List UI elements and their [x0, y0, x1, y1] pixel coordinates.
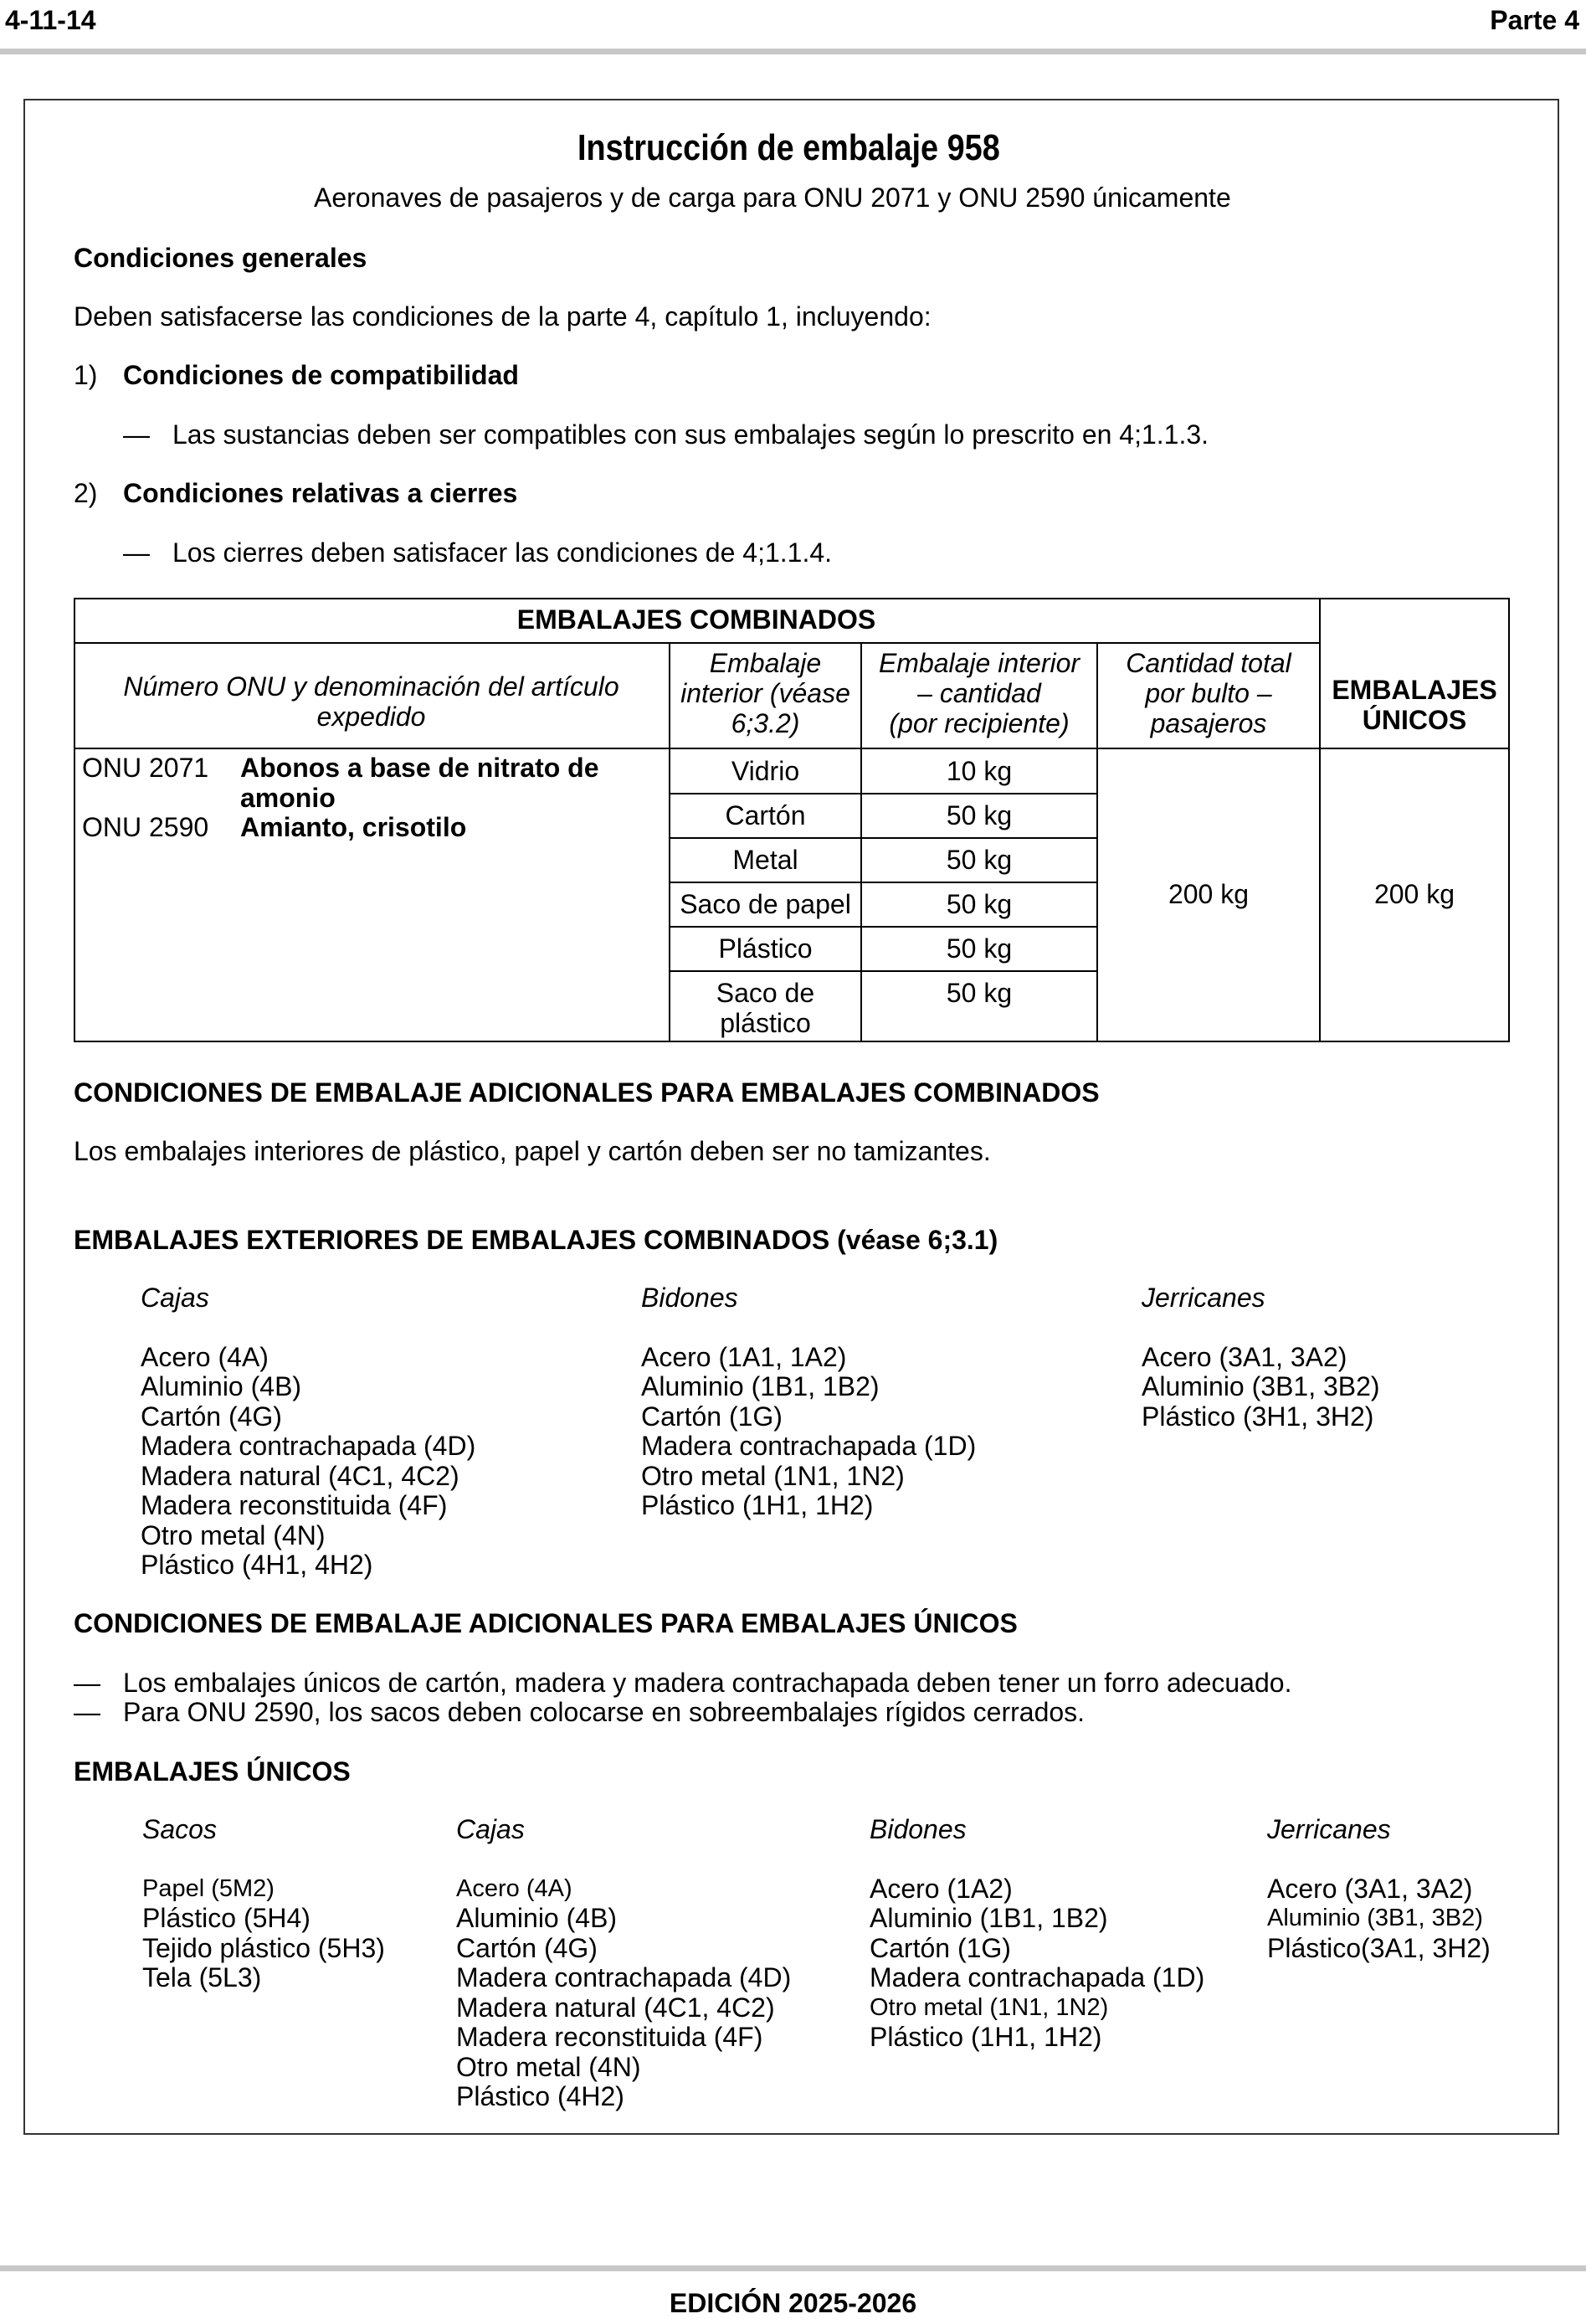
condition-dash: — [123, 419, 150, 450]
outer-heading: EMBALAJES EXTERIORES DE EMBALAJES COMBINADOS (véase 6;3.1) [74, 1225, 998, 1255]
list-item: Otro metal (4N) [456, 2051, 641, 2082]
condition-number: 1) [74, 360, 98, 390]
inner-packaging: Metal [732, 845, 798, 875]
list-item: Plástico (3H1, 3H2) [1142, 1401, 1374, 1432]
single-column-boxes [456, 1815, 791, 2112]
column-title: Jerricanes [1142, 1283, 1265, 1313]
list-item: Madera natural (4C1, 4C2) [456, 1992, 775, 2023]
un-name: Abonos a base de nitrato de amonio [240, 753, 599, 813]
condition-title: Condiciones relativas a cierres [123, 478, 518, 508]
list-item: Tejido plástico (5H3) [142, 1932, 385, 1963]
list-item: Madera reconstituida (4F) [141, 1490, 448, 1520]
list-item: Tela (5L3) [142, 1962, 262, 1992]
list-item: Madera natural (4C1, 4C2) [141, 1460, 459, 1491]
list-item: Plástico (4H1, 4H2) [141, 1550, 373, 1580]
inner-quantity: 50 kg [946, 800, 1013, 830]
list-item: Plástico (4H2) [456, 2081, 624, 2111]
column-title: Cajas [456, 1814, 525, 1844]
list-item: Acero (4A) [456, 1874, 572, 1902]
add-combined-text: Los embalajes interiores de plástico, papel y cartón deben ser no tamizantes. [74, 1136, 991, 1166]
list-item: Aluminio (3B1, 3B2) [1142, 1371, 1380, 1401]
add-single-text: Para ONU 2590, los sacos deben colocarse en sobreembalajes rígidos cerrados. [123, 1697, 1086, 1727]
un-number: ONU 2071 [82, 753, 209, 783]
list-item: Acero (4A) [141, 1341, 269, 1372]
inner-quantity: 50 kg [946, 845, 1013, 875]
part-label: Parte 4 [1490, 5, 1579, 35]
column-title: Bidones [870, 1814, 967, 1844]
list-item: Plástico(3A1, 3H2) [1267, 1932, 1491, 1963]
inner-packaging: Vidrio [731, 756, 800, 786]
total-quantity: 200 kg [1168, 879, 1250, 909]
col-header-total: Cantidad total por bulto – pasajeros [1126, 648, 1291, 738]
list-item: Madera contrachapada (4D) [141, 1431, 476, 1461]
list-item: Otro metal (1N1, 1N2) [641, 1460, 905, 1491]
single-column-jerricans [1267, 1815, 1491, 1963]
outer-column-drums [641, 1283, 976, 1521]
column-title: Jerricanes [1267, 1814, 1391, 1844]
list-item: Madera contrachapada (4D) [456, 1962, 792, 1992]
list-item: Madera contrachapada (1D) [641, 1431, 977, 1461]
col-header-single: EMBALAJES ÚNICOS [1332, 675, 1497, 735]
inner-quantity: 10 kg [946, 756, 1013, 786]
list-item: Plástico (1H1, 1H2) [870, 2022, 1102, 2052]
list-item: Cartón (1G) [870, 1932, 1011, 1963]
list-item: Cartón (1G) [641, 1401, 783, 1432]
inner-packaging: Cartón [725, 800, 806, 830]
general-heading: Condiciones generales [74, 243, 367, 273]
combined-header: EMBALAJES COMBINADOS [516, 604, 876, 635]
inner-packaging: Saco de papel [680, 889, 851, 919]
condition-text: Las sustancias deben ser compatibles con sus embalajes según lo prescrito en 4;1.1.3. [172, 419, 1209, 450]
list-item: Papel (5M2) [142, 1874, 275, 1902]
col-header-un: Número ONU y denominación del artículo expedido [123, 671, 619, 732]
list-item: Acero (1A2) [870, 1873, 1013, 1904]
general-intro: Deben satisfacerse las condiciones de la parte 4, capítulo 1, incluyendo: [74, 301, 932, 332]
single-column-drums [870, 1815, 1204, 2053]
list-item: Plástico (1H1, 1H2) [641, 1490, 874, 1520]
add-single-text: Los embalajes únicos de cartón, madera y madera contrachapada deben tener un forro adecuado. [123, 1668, 1292, 1698]
list-item: Aluminio (4B) [141, 1371, 302, 1401]
list-item: Cartón (4G) [141, 1401, 282, 1432]
list-item: Madera reconstituida (4F) [456, 2022, 763, 2052]
footer-rule [0, 2265, 1586, 2271]
add-single-heading: CONDICIONES DE EMBALAJE ADICIONALES PARA EMBALAJES ÚNICOS [74, 1608, 1018, 1638]
list-item: Acero (3A1, 3A2) [1142, 1341, 1347, 1372]
add-combined-heading: CONDICIONES DE EMBALAJE ADICIONALES PARA EMBALAJES COMBINADOS [74, 1077, 1100, 1108]
list-item: Acero (3A1, 3A2) [1267, 1873, 1473, 1904]
condition-number: 2) [74, 478, 98, 508]
un-name: Amianto, crisotilo [240, 812, 467, 842]
page-number: 4-11-14 [5, 5, 96, 35]
list-item: Plástico (5H4) [142, 1903, 311, 1933]
un-number: ONU 2590 [82, 812, 209, 842]
edition-label: EDICIÓN 2025-2026 [669, 2288, 917, 2318]
inner-quantity: 50 kg [946, 933, 1013, 964]
condition-dash: — [123, 537, 150, 568]
column-title: Cajas [141, 1283, 209, 1313]
list-item: Aluminio (1B1, 1B2) [870, 1903, 1108, 1933]
list-item: Acero (1A1, 1A2) [641, 1341, 847, 1372]
list-item: Aluminio (4B) [456, 1903, 618, 1933]
inner-quantity: 50 kg [946, 889, 1013, 919]
col-header-inner: Embalaje interior (véase 6;3.2) [680, 648, 850, 738]
column-title: Bidones [641, 1283, 738, 1313]
outer-column-jerricans [1142, 1283, 1380, 1432]
list-item: Aluminio (3B1, 3B2) [1267, 1905, 1483, 1931]
inner-packaging: Plástico [718, 933, 813, 964]
list-item: Otro metal (4N) [141, 1519, 326, 1550]
list-item: Aluminio (1B1, 1B2) [641, 1371, 880, 1401]
add-single-dash: — [74, 1697, 100, 1727]
inner-quantity: 50 kg [946, 978, 1013, 1008]
list-item: Cartón (4G) [456, 1932, 598, 1963]
single-column-bags [142, 1815, 385, 1993]
col-header-qty: Embalaje interior – cantidad (por recipiente) [878, 648, 1080, 738]
condition-title: Condiciones de compatibilidad [123, 360, 519, 390]
single-quantity: 200 kg [1373, 879, 1455, 909]
condition-text: Los cierres deben satisfacer las condiciones de 4;1.1.4. [172, 537, 833, 568]
header-rule [0, 49, 1586, 54]
list-item: Otro metal (1N1, 1N2) [870, 1993, 1109, 2021]
single-heading: EMBALAJES ÚNICOS [74, 1756, 351, 1787]
add-single-dash: — [74, 1668, 100, 1698]
instruction-subtitle: Aeronaves de pasajeros y de carga para ONU 2071 y ONU 2590 únicamente [314, 183, 1231, 213]
list-item: Madera contrachapada (1D) [870, 1962, 1205, 1992]
instruction-title: Instrucción de embalaje 958 [577, 127, 1000, 168]
column-title: Sacos [142, 1814, 217, 1844]
packaging-table [74, 598, 1510, 1042]
outer-column-boxes [141, 1283, 475, 1581]
inner-packaging: Saco de plástico [716, 978, 815, 1038]
